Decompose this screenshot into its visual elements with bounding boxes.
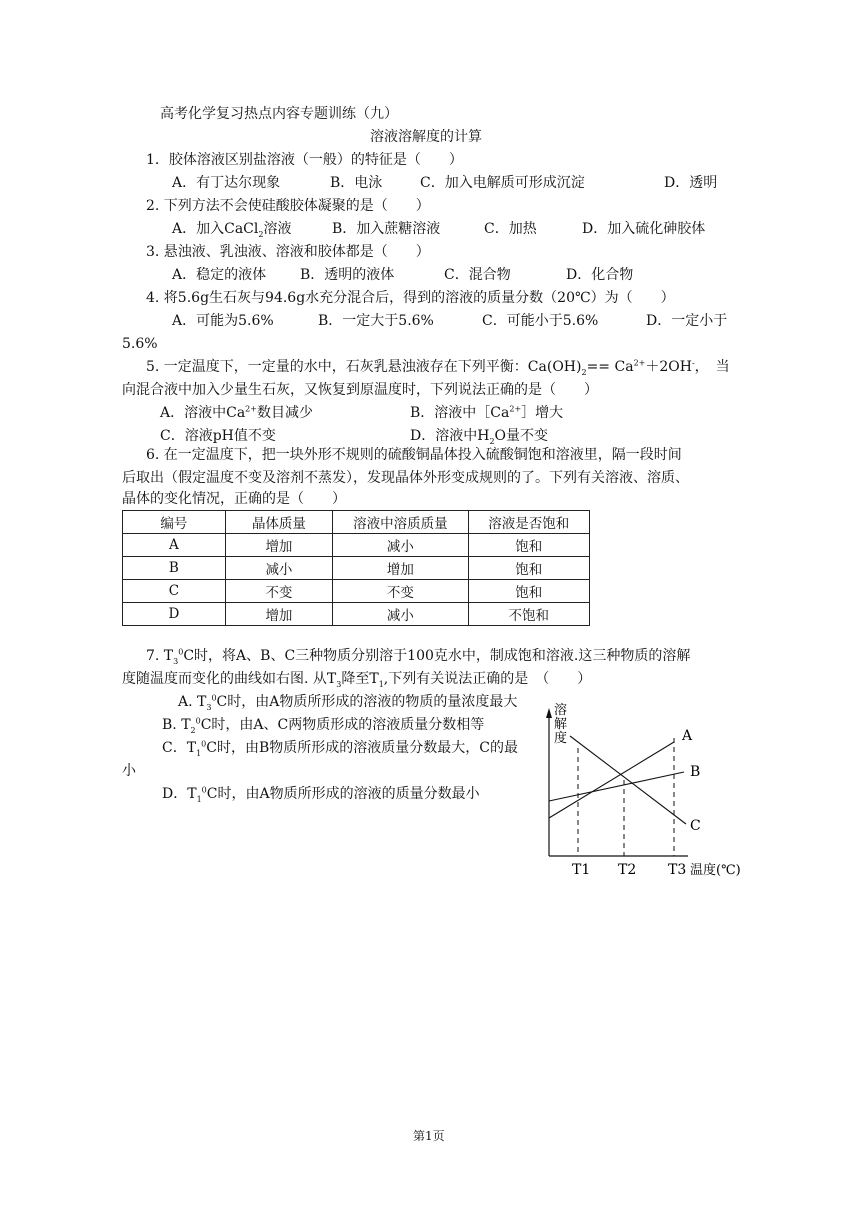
x-axis-label: 温度(℃) <box>690 863 741 878</box>
q6-stem-line3: 晶体的变化情况，正确的是（ ） <box>122 491 346 507</box>
q5-option-c: C．溶液pH值不变 <box>160 428 276 444</box>
table-cell: 增加 <box>333 557 468 580</box>
q2-option-a: A．加入CaCl$_2$溶液 <box>172 221 292 239</box>
table-header-row <box>123 511 590 534</box>
table-header-cell: 溶液是否饱和 <box>468 511 589 534</box>
table-row <box>123 580 590 603</box>
q7-option-d: D．$T_1^0C$时，由A物质所形成的溶液的质量分数最小 <box>162 785 480 804</box>
q3-option-a: A．稳定的液体 <box>172 267 267 283</box>
x-tick-label: T1 <box>572 862 591 878</box>
x-tick-label: T3 <box>668 862 687 878</box>
q3-option-c: C．混合物 <box>444 267 511 283</box>
series-b-label: B <box>690 764 701 780</box>
q4-option-a: A．可能为5.6% <box>172 313 274 329</box>
y-axis-label-char: 度 <box>554 731 568 746</box>
series-a-line <box>549 742 674 818</box>
q4-stem: 4. 将5.6g生石灰与94.6g水充分混合后，得到的溶液的质量分数（20℃）为（ ） <box>146 290 675 306</box>
table-header-cell: 晶体质量 <box>225 511 332 534</box>
table-cell: D <box>123 603 226 626</box>
q1-option-d: D．透明 <box>664 175 718 191</box>
q5-stem: 5. 一定温度下，一定量的水中，石灰乳悬浊液存在下列平衡：$Ca(OH)_2== Ca^{2+}+2OH^-$， 当 <box>146 358 730 377</box>
q4-option-c: C．可能小于5.6% <box>482 313 599 329</box>
x-tick-label: T2 <box>618 862 637 878</box>
q4-option-b: B．一定大于5.6% <box>318 313 434 329</box>
q3-stem: 3. 悬浊液、乳浊液、溶液和胶体都是（ ） <box>146 244 430 260</box>
series-a-label: A <box>682 728 693 744</box>
series-c-label: C <box>690 818 701 834</box>
y-axis-label-char: 溶 <box>554 703 568 718</box>
table-cell: 饱和 <box>468 534 589 557</box>
q7-stem-line2: 度随温度而变化的曲线如右图. 从$T_3$降至$T_1$,下列有关说法正确的是 （ ） <box>122 671 592 689</box>
table-row <box>123 534 590 557</box>
q1-option-c: C．加入电解质可形成沉淀 <box>420 175 585 191</box>
document-title: 高考化学复习热点内容专题训练（九） <box>160 106 398 122</box>
q6-stem-line2: 后取出（假定温度不变及溶剂不蒸发），发现晶体外形变成规则的了。下列有关溶液、溶质、 <box>122 470 689 486</box>
table-cell: 不变 <box>333 580 468 603</box>
q7-option-c-continued: 小 <box>122 763 136 779</box>
y-axis-label-char: 解 <box>554 717 568 732</box>
table-row <box>123 557 590 580</box>
section-title: 溶液溶解度的计算 <box>370 129 482 145</box>
q3-option-d: D．化合物 <box>566 267 634 283</box>
q2-option-b: B．加入蔗糖溶液 <box>332 221 441 237</box>
q2-option-c: C．加热 <box>484 221 537 237</box>
series-c-line <box>570 736 686 824</box>
table-cell: 增加 <box>225 603 332 626</box>
q2-stem: 2. 下列方法不会使硅酸胶体凝聚的是（ ） <box>146 198 430 214</box>
table-header-cell: 溶液中溶质质量 <box>333 511 468 534</box>
q3-option-b: B．透明的液体 <box>300 267 395 283</box>
table-cell: A <box>123 534 226 557</box>
page-number: 第1页 <box>413 1129 445 1143</box>
table-cell: 减小 <box>333 603 468 626</box>
table-cell: 饱和 <box>468 580 589 603</box>
q7-option-c: C．$T_1^0C$时，由B物质所形成的溶液质量分数最大，C的最 <box>162 739 518 758</box>
q7-option-a: A. $T_3^0C$时，由A物质所形成的溶液的物质的量浓度最大 <box>178 693 518 712</box>
y-axis-arrow <box>546 708 552 718</box>
q1-stem: 1．胶体溶液区别盐溶液（一般）的特征是（ ） <box>146 152 463 168</box>
q5-option-a: A．溶液中$Ca^{2+}$数目减少 <box>160 404 313 421</box>
table-cell: C <box>123 580 226 603</box>
table-cell: 减小 <box>333 534 468 557</box>
table-cell: 不变 <box>225 580 332 603</box>
solubility-chart <box>544 700 760 880</box>
q6-table <box>122 510 590 626</box>
table-cell: B <box>123 557 226 580</box>
q5-stem-line2: 向混合液中加入少量生石灰，又恢复到原温度时，下列说法正确的是（ ） <box>122 382 598 398</box>
q5-option-b: B．溶液中$[Ca^{2+}]$增大 <box>410 404 564 421</box>
q7-option-b: B. $T_2^0C$时，由A、C两物质形成的溶液质量分数相等 <box>162 716 485 735</box>
table-cell: 不饱和 <box>468 603 589 626</box>
table-cell: 增加 <box>225 534 332 557</box>
q1-option-b: B．电泳 <box>330 175 383 191</box>
q4-option-d-continued: 5.6% <box>122 336 158 352</box>
table-row <box>123 603 590 626</box>
table-cell: 饱和 <box>468 557 589 580</box>
q7-stem-line1: 7. $T_3^0C$时，将A、B、C三种物质分别溶于100克水中，制成饱和溶液.这三种物质的溶解 <box>146 647 691 666</box>
q6-stem-line1: 6. 在一定温度下，把一块外形不规则的硫酸铜晶体投入硫酸铜饱和溶液里，隔一段时间 <box>146 447 682 463</box>
q4-option-d: D．一定小于 <box>646 313 728 329</box>
q5-option-d: D．溶液中$H_2O$量不变 <box>410 428 549 446</box>
table-header-cell: 编号 <box>123 511 226 534</box>
table-cell: 减小 <box>225 557 332 580</box>
q2-option-d: D．加入硫化砷胶体 <box>582 221 706 237</box>
q1-option-a: A．有丁达尔现象 <box>172 175 281 191</box>
